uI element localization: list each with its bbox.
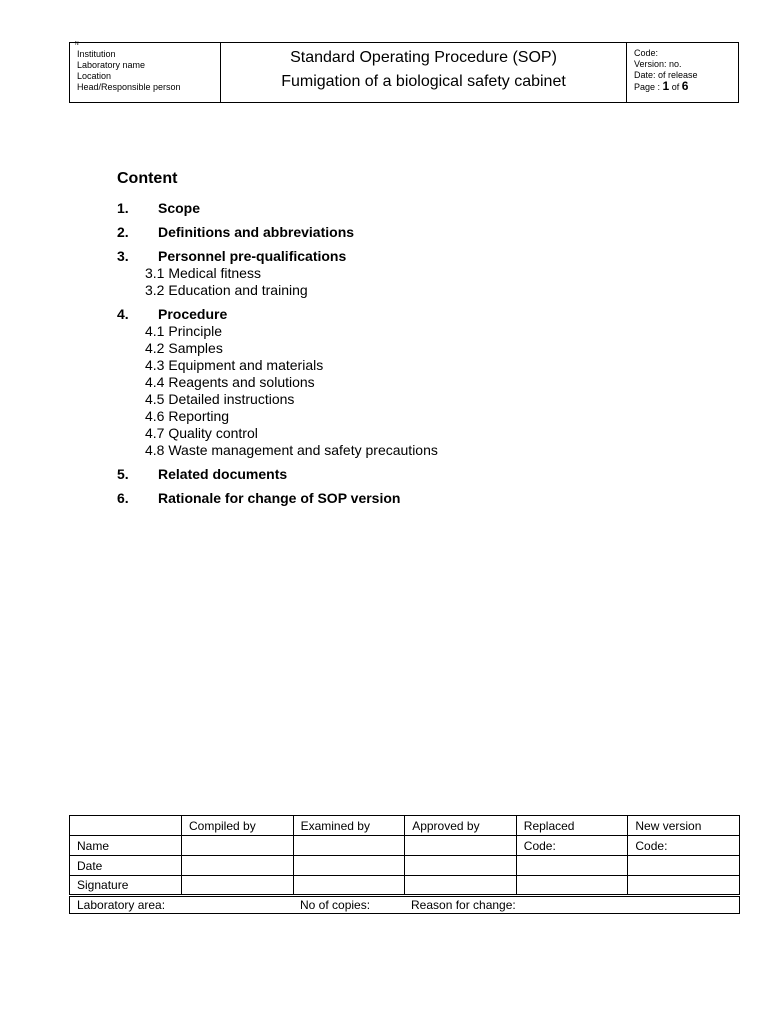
table-cell <box>628 856 740 876</box>
title-block <box>221 43 627 102</box>
table-row-name <box>70 836 740 856</box>
table-row-date <box>70 856 740 876</box>
table-cell: Code: <box>628 836 740 856</box>
toc-subsection: 4.1 Principle <box>145 323 223 339</box>
page-indicator <box>634 81 738 93</box>
toc-subsection: 4.7 Quality control <box>145 425 258 441</box>
toc-number: 4. <box>117 306 129 322</box>
table-row-signature <box>70 876 740 896</box>
toc-number: 6. <box>117 490 129 506</box>
table-cell <box>182 856 294 876</box>
toc-section-2 <box>117 224 717 241</box>
toc-subsection: 4.8 Waste management and safety precautions <box>145 442 438 458</box>
table-cell <box>516 856 628 876</box>
table-footer-row <box>70 896 740 914</box>
document-subtitle: Fumigation of a biological safety cabinet <box>281 73 566 90</box>
table-cell <box>628 876 740 896</box>
table-cell <box>182 836 294 856</box>
table-header-cell <box>70 816 182 836</box>
laboratory-area-label: Laboratory area: <box>77 898 166 912</box>
table-cell: Date <box>70 856 182 876</box>
copies-label: No of copies: <box>300 898 371 912</box>
table-header-cell: Examined by <box>293 816 405 836</box>
laboratory-name-label: Laboratory name <box>77 60 146 70</box>
toc-label: Scope <box>158 200 201 216</box>
toc-subsection: 4.4 Reagents and solutions <box>145 374 315 390</box>
toc-subsection: 3.2 Education and training <box>145 282 308 298</box>
toc-subsection: 3.1 Medical fitness <box>145 265 261 281</box>
sop-header <box>69 42 739 103</box>
toc-section-1 <box>117 200 717 217</box>
signature-table <box>69 815 740 914</box>
page-total: 6 <box>681 79 689 93</box>
table-header-cell: New version <box>628 816 740 836</box>
toc-number: 2. <box>117 224 129 240</box>
toc-section-3 <box>117 248 717 299</box>
toc-label: Rationale for change of SOP version <box>158 490 401 506</box>
toc-number: 3. <box>117 248 129 264</box>
table-cell: Code: <box>516 836 628 856</box>
table-cell: Name <box>70 836 182 856</box>
toc-label: Procedure <box>158 306 228 322</box>
table-cell <box>293 876 405 896</box>
table-cell <box>293 836 405 856</box>
toc-label: Definitions and abbreviations <box>158 224 355 240</box>
code-label: Code: <box>634 48 659 58</box>
table-of-contents <box>117 168 717 507</box>
table-cell <box>182 876 294 896</box>
table-cell <box>405 876 517 896</box>
institution-block <box>70 43 221 102</box>
date-label: Date: of release <box>634 70 698 80</box>
document-meta-block <box>627 43 738 102</box>
toc-label: Related documents <box>158 466 288 482</box>
content-heading: Content <box>117 170 178 187</box>
table-cell <box>405 856 517 876</box>
header-mark: N <box>75 41 79 47</box>
table-header-cell: Compiled by <box>182 816 294 836</box>
table-cell <box>405 836 517 856</box>
reason-for-change-label: Reason for change: <box>411 898 516 912</box>
location-label: Location <box>77 71 112 81</box>
head-responsible-label: Head/Responsible person <box>77 82 181 92</box>
table-cell <box>293 856 405 876</box>
page-label: Page : <box>634 82 661 92</box>
toc-number: 5. <box>117 466 129 482</box>
version-label: Version: no. <box>634 59 682 69</box>
toc-section-6 <box>117 490 717 507</box>
table-footer-cell <box>70 896 740 914</box>
table-header-cell: Replaced <box>516 816 628 836</box>
toc-section-4 <box>117 306 717 459</box>
toc-subsection: 4.2 Samples <box>145 340 223 356</box>
document-title: Standard Operating Procedure (SOP) <box>290 49 557 66</box>
institution-label: Institution <box>77 49 116 59</box>
table-cell: Signature <box>70 876 182 896</box>
table-header-cell: Approved by <box>405 816 517 836</box>
page-of: of <box>671 82 680 92</box>
page-current: 1 <box>662 79 670 93</box>
toc-number: 1. <box>117 200 129 216</box>
table-header-row <box>70 816 740 836</box>
toc-section-5 <box>117 466 717 483</box>
toc-subsection: 4.3 Equipment and materials <box>145 357 324 373</box>
toc-label: Personnel pre-qualifications <box>158 248 347 264</box>
toc-subsection: 4.5 Detailed instructions <box>145 391 295 407</box>
table-cell <box>516 876 628 896</box>
toc-subsection: 4.6 Reporting <box>145 408 230 424</box>
